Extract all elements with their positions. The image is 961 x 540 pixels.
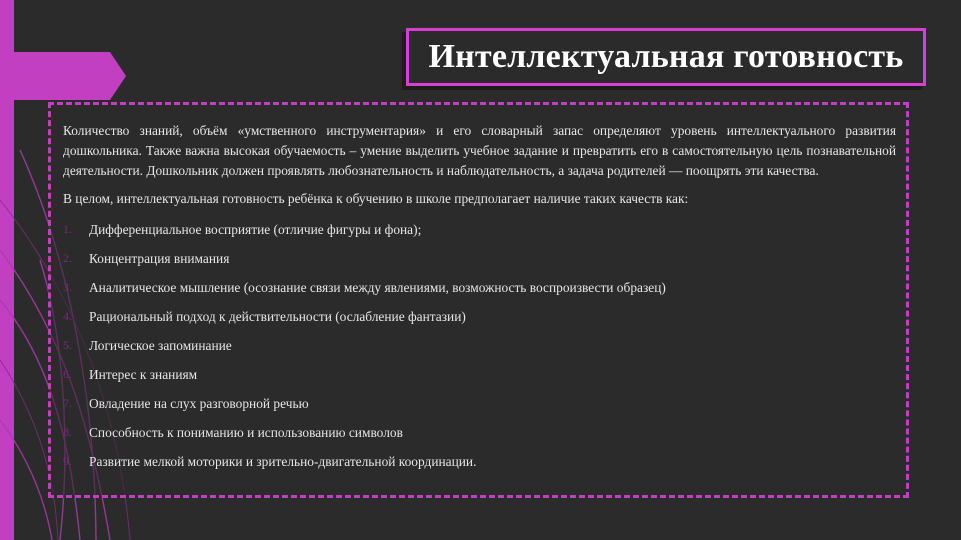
list-item — [63, 215, 896, 244]
list-item-text: Концентрация внимания — [89, 251, 230, 266]
list-item — [63, 389, 896, 418]
left-arrow-tab — [14, 52, 126, 100]
left-accent-bar — [0, 0, 14, 540]
slide-title: Интеллектуальная готовность — [428, 38, 904, 75]
list-item-text: Способность к пониманию и использованию символов — [89, 425, 403, 440]
list-number: 3. — [63, 280, 72, 294]
list-item — [63, 244, 896, 273]
qualities-list — [63, 215, 896, 476]
list-item-text: Дифференциальное восприятие (отличие фигуры и фона); — [89, 222, 422, 237]
summary-paragraph: В целом, интеллектуальная готовность ребёнка к обучению в школе предполагает наличие таких качеств как: — [63, 191, 689, 206]
list-item-text: Овладение на слух разговорной речью — [89, 396, 309, 411]
list-item-text: Рациональный подход к действительности (ослабление фантазии) — [89, 309, 466, 324]
intro-paragraph: Количество знаний, объём «умственного инструментария» и его словарный запас определяют уровень интеллектуального развития дошкольника. Также важна высокая обучаемость – умение выделить учебное задание и превратить его в самостоятельную цель познавательной деятельности. Дошкольник должен проявлять любознательность и наблюдательность, а задача родителей — поощрять эти качества. — [63, 123, 896, 178]
list-item — [63, 331, 896, 360]
list-number: 6. — [63, 367, 72, 381]
list-item — [63, 360, 896, 389]
title-frame — [406, 28, 926, 86]
list-item — [63, 273, 896, 302]
content-frame — [48, 102, 909, 498]
list-item — [63, 447, 896, 476]
list-item-text: Развитие мелкой моторики и зрительно-двигательной координации. — [89, 454, 477, 469]
list-number: 7. — [63, 396, 72, 410]
list-item-text: Логическое запоминание — [89, 338, 232, 353]
list-item-text: Интерес к знаниям — [89, 367, 198, 382]
list-number: 9. — [63, 454, 72, 468]
list-number: 2. — [63, 251, 72, 265]
list-number: 4. — [63, 309, 72, 323]
list-item-text: Аналитическое мышление (осознание связи между явлениями, возможность воспроизвести образец) — [89, 280, 666, 295]
list-item — [63, 418, 896, 447]
list-item — [63, 302, 896, 331]
list-number: 1. — [63, 222, 72, 236]
list-number: 5. — [63, 338, 72, 352]
list-number: 8. — [63, 425, 72, 439]
